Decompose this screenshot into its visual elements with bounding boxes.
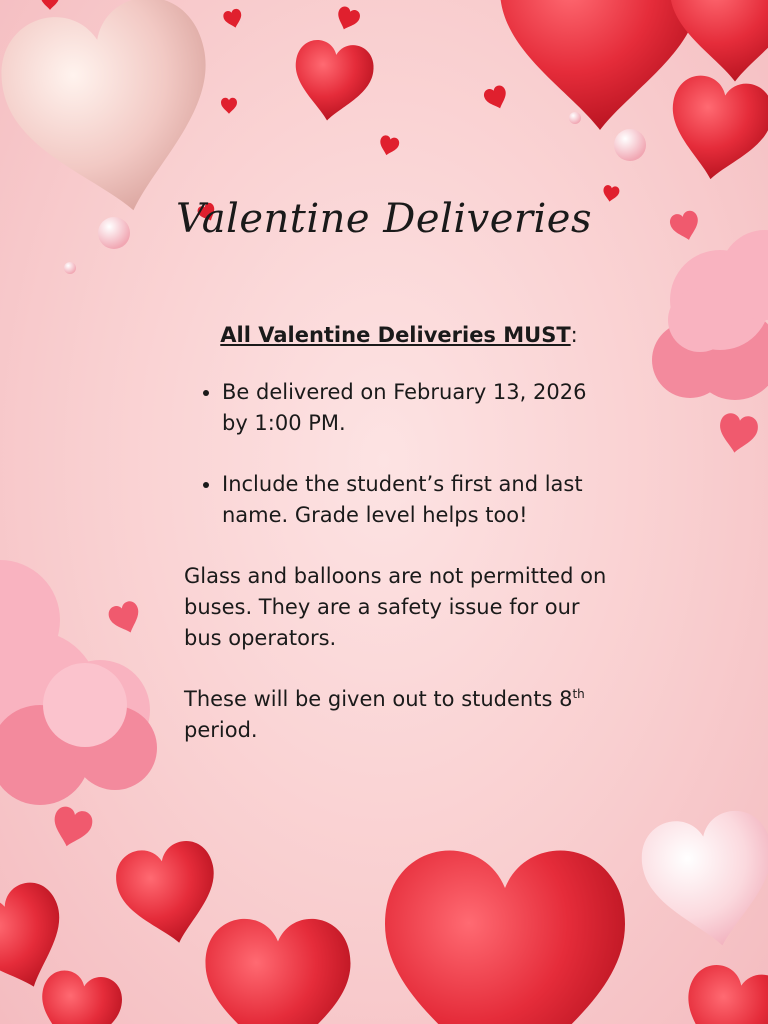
requirements-heading [184, 320, 614, 351]
heart-icon [482, 84, 510, 112]
distribution-text: These will be given out to students 8 [184, 687, 573, 711]
heart-icon [288, 37, 376, 126]
requirements-heading-colon: : [570, 323, 578, 347]
heart-icon [661, 71, 768, 187]
heart-icon [334, 5, 362, 33]
ordinal-suffix: th [572, 687, 585, 701]
heart-icon [636, 805, 768, 956]
requirements-heading-text: All Valentine Deliveries MUST [220, 323, 571, 347]
list-item: • Include the student’s first and last name. Grade level helps too! [222, 469, 614, 531]
heart-icon [500, 0, 700, 130]
bus-safety-notice: Glass and balloons are not permitted on buses. They are a safety issue for our bus operators. [184, 564, 607, 650]
heart-icon [385, 851, 625, 1024]
distribution-text-end: period. [184, 718, 258, 742]
heart-icon [206, 919, 351, 1024]
heart-icon [111, 836, 227, 953]
cloud-right [652, 230, 768, 400]
heart-icon [221, 98, 237, 114]
heart-icon [716, 412, 760, 456]
heart-icon [377, 134, 400, 157]
flyer-body [184, 320, 614, 776]
heart-icon [41, 0, 59, 10]
heart-icon [106, 599, 145, 638]
heart-icon [48, 804, 95, 851]
page-title: Valentine Deliveries [175, 196, 592, 242]
cloud-left [0, 560, 157, 805]
heart-icon [222, 8, 244, 30]
distribution-note [184, 684, 614, 746]
list-item: • Be delivered on February 13, 2026 by 1:00 PM. [222, 377, 614, 439]
heart-icon [670, 0, 768, 82]
heart-icon [675, 960, 768, 1024]
heart-icon [33, 967, 126, 1024]
requirements-list [184, 377, 614, 531]
